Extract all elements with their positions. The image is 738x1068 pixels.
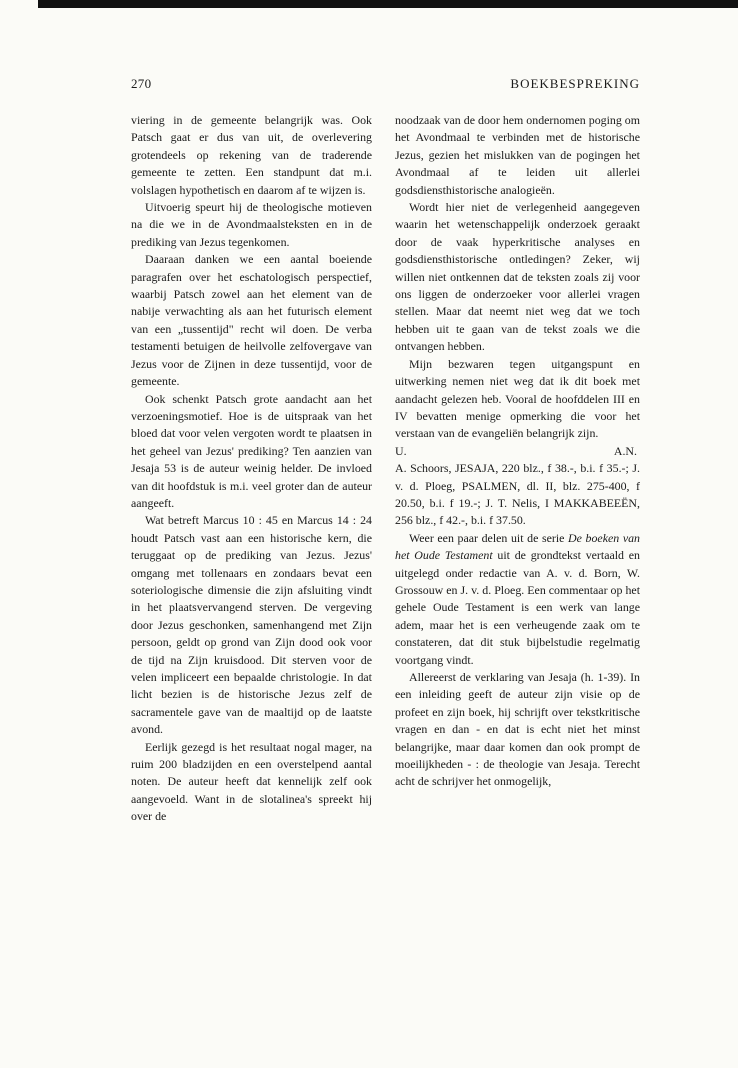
paragraph: Mijn bezwaren tegen uitgangspunt en uitwerking nemen niet weg dat ik dit boek met aandacht gelezen heb. Vooral de hoofddelen III en IV bevatten menige opmerking die voor het verstaan van de evangeliën belangrijk zijn. — [395, 356, 640, 441]
paragraph: Eerlijk gezegd is het resultaat nogal mager, na ruim 200 bladzijden en een overstelpend aantal noten. De auteur heeft dat kennelijk zelf ook aangevoeld. Want in de slotalinea's spreekt hij over de — [131, 739, 372, 824]
running-title: BOEKBESPREKING — [510, 76, 640, 91]
series-title: De boeken van het Oude Testament — [395, 530, 640, 563]
signature-author: A.N. — [613, 443, 637, 458]
review-body — [395, 530, 640, 791]
paragraph: Uitvoerig speurt hij de theologische motieven na die we in de Avondmaalsteksten en in de prediking van Jezus tegenkomen. — [131, 200, 372, 249]
paragraph: noodzaak van de door hem ondernomen poging om het Avondmaal te verbinden met de historische Jezus, gezien het mislukken van de pogingen het Avondmaal af te leiden uit allerlei godsdiensthistorische analogieën. — [395, 113, 640, 197]
paragraph: Ook schenkt Patsch grote aandacht aan het verzoeningsmotief. Hoe is de uitspraak van het bloed dat voor velen vergoten wordt te plaatsen in het geheel van Jezus' prediking? Ten aanzien van Jesaja 53 is de auteur weinig helder. De invloed van dit hoofdstuk is m.i. veel groter dan de auteur aangeeft. — [131, 391, 372, 510]
right-column — [395, 112, 640, 791]
left-column — [131, 112, 372, 826]
review-paragraph: Allereerst de verklaring van Jesaja (h. 1-39). In een inleiding geeft de auteur zijn visie op de profeet en zijn boek, hij schrijft over tekstkritische vragen en dan - en dat is echt niet het minst belangrijke, maar daar komen dan ook prompt de moeilijkheden - : de theologie van Jesaja. Terecht acht de schrijver het onmogelijk, — [395, 670, 640, 789]
paragraph: Wordt hier niet de verlegenheid aangegeven waarin het wetenschappelijk onderzoek geraakt door de vaak hyperkritische analyses en godsdiensthistorische ontledingen? Zeker, wij willen niet ontkennen dat de teksten zoals zij voor ons liggen de onderzoeker voor allerlei vragen stellen. Maar dat neemt niet weg dat we toch hebben uit te gaan van de tekst zoals we die ontvangen hebben. — [395, 200, 640, 354]
review-paragraph — [395, 530, 640, 669]
page-number: 270 — [131, 76, 152, 91]
paragraph: Wat betreft Marcus 10 : 45 en Marcus 14 : 24 houdt Patsch vast aan een historische kern, die teruggaat op de prediking van Jezus. Jezus' omgang met tollenaars en zondaars bevat een soteriologische dimensie die zijn afsluiting vindt in het plaatsvervangend sterven. De vergeving door Jezus geschonken, samenhangend met Zijn persoon, geldt op grond van Zijn dood ook voor de tijd na Zijn kruisdood. Dit sterven voor de velen impliceert een bepaalde christologie. In dat licht bezien is de historische Jezus zelf de sacramentele gave van de maaltijd op de laatste avond. — [131, 513, 372, 737]
signature-initial: U. — [395, 443, 407, 458]
paragraph: viering in de gemeente belangrijk was. Ook Patsch gaat er dus van uit, de overlevering grotendeels op rekening van de traderende gemeente te zetten. Een standpunt dat m.i. volslagen hypothetisch en daarom af te wijzen is. — [131, 113, 372, 197]
page-top-border — [38, 0, 738, 8]
paragraph: Daaraan danken we een aantal boeiende paragrafen over het eschatologisch perspectief, waarbij Patsch zowel aan het element van de nabije verwachting als aan het futurisch element van een „tussentijd" recht wil doen. De verba testamenti betuigen de heilvolle zelfovergave van Jezus voor de Zijnen in deze tussentijd, voor de gemeente. — [131, 252, 372, 389]
review-signature — [395, 443, 640, 460]
review-intro-after: uit de grondtekst vertaald en uitgelegd onder redactie van A. v. d. Born, W. Grossouw en J. v. d. Ploeg. Een commentaar op het gehele Oude Testament is een werk van lange adem, maar het is een verheugende zaak om te constateren, dat dit stuk bijbelstudie regelmatig voortgang vindt. — [395, 548, 640, 667]
bibliographic-entry: A. Schoors, JESAJA, 220 blz., f 38.-, b.i. f 35.-; J. v. d. Ploeg, PSALMEN, dl. II, blz. 275-400, f 20.50, b.i. f 19.-; J. T. Nelis, I MAKKABEEËN, 256 blz., f 42.-, b.i. f 37.50. — [395, 461, 640, 528]
review-intro-before: Weer een paar delen uit de serie — [409, 530, 569, 545]
